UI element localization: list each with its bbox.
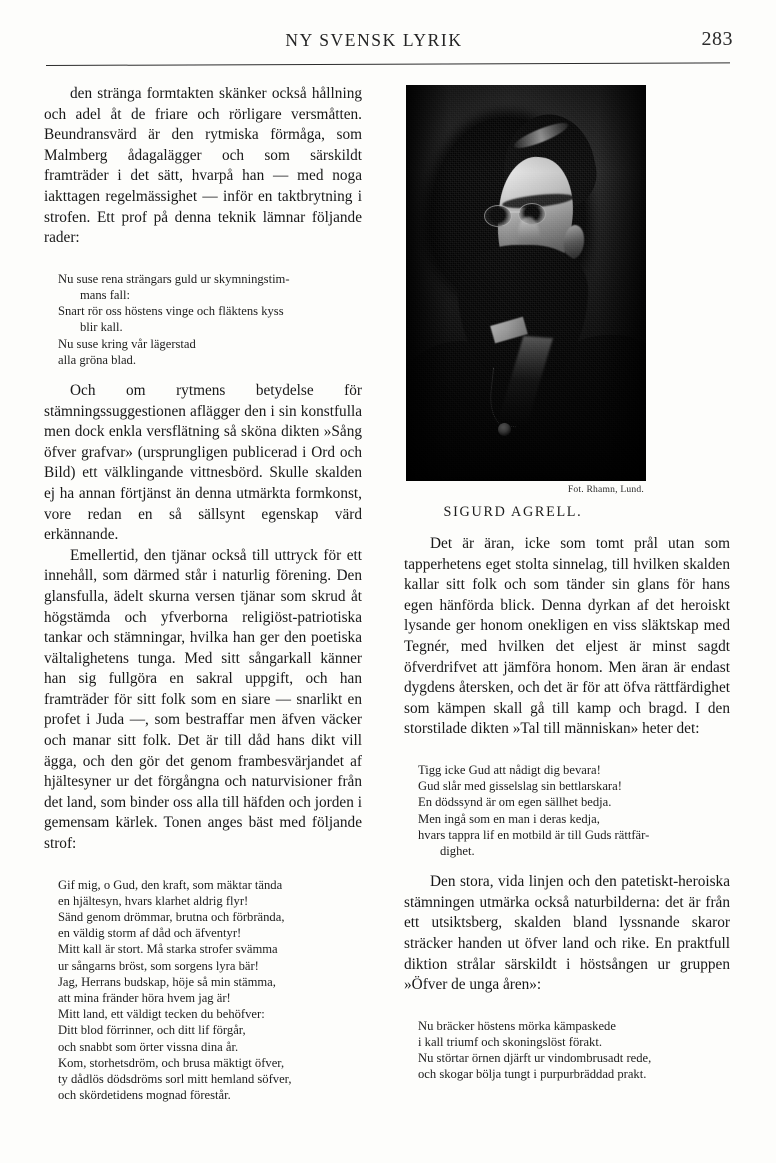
verse-line: Snart rör oss höstens vinge och fläktens kyss bbox=[58, 304, 284, 319]
verse-block-2 bbox=[58, 877, 362, 1104]
verse-line: Nu suse kring vår lägerstad bbox=[58, 336, 196, 351]
verse-line: ur sångarns bröst, som sorgens lyra bär! bbox=[58, 958, 259, 973]
portrait-photograph bbox=[406, 85, 646, 481]
verse-line: Tigg icke Gud att nådigt dig bevara! bbox=[418, 762, 601, 777]
verse-line: En dödssynd är om egen sällhet bedja. bbox=[418, 795, 612, 810]
paragraph: Och om rytmens betydelse för stämningssuggestionen aflägger den i sin konstfulla men dock enkla versflätning så sköna dikten »Sång öfver grafvar» (ursprungligen publicerad i Ord och Bild) ett välklingande vittnesbörd. Skulle skalden ej ha annan förtjänst än denna utmärkta formkonst, vore redan en så sällsynt egenskap värd erkännande. bbox=[44, 381, 362, 544]
paragraph: Det är äran, icke som tomt prål utan som tapperhetens eget stolta sinnelag, till hvilken skalden kallar sitt folk och som tänder sin glans för hans egen hänförda blick. Denna dyrkan af det heroiskt lysande ger honom onekligen en viss släktskap med Tegnér, med hvilken det eljest är minst sagdt öfverdrifvet att jämföra honom. Men äran är endast dygdens återsken, och det är för att öfva rättfärdighet som kämpen skall gå till kamp och bragd. I den storstilade dikten »Tal till människan» heter det: bbox=[404, 535, 730, 738]
verse-line: i kall triumf och skoningslöst förakt. bbox=[418, 1034, 602, 1049]
verse-line: Nu bräcker höstens mörka kämpaskede bbox=[418, 1018, 616, 1033]
paragraph: Emellertid, den tjänar också till uttryck för ett innehåll, som därmed står i naturlig förening. Den glansfulla, ädelt skurna versen tjänar som skrud åt högstämda och yfverborna religiöst-patriotiska tankar och stämningar, hvilka han ger den poetiska vältalighetens tunga. Med sitt sångarkall känner han sig fullgöra en sakral uppgift, och han framträder för sitt folk som en siare — snarlikt en profet i Juda —, som bestraffar men äfven väcker och manar sitt folk. Det är till dåd hans dikt vill ägga, och den gör det genom frambesvärjandet af hjältesyner ur det förgångna och naturvisioner från det land, som binder oss alla till häfden och jorden i gemensam kärlek. Tonen anges bäst med följande strof: bbox=[44, 546, 362, 853]
page-title: NY SVENSK LYRIK bbox=[285, 30, 463, 50]
verse-line: Sänd genom drömmar, brutna och förbrända, bbox=[58, 910, 285, 925]
verse-line: en hjältesyn, hvars klarhet aldrig flyr! bbox=[58, 893, 249, 908]
verse-line: Jag, Herrans budskap, höje så min stämma, bbox=[58, 974, 276, 989]
verse-line: Mitt land, ett väldigt tecken du behöfver: bbox=[58, 1007, 265, 1022]
verse-line: ty dådlös dödsdröms sorl mitt hemland söfver, bbox=[58, 1072, 292, 1087]
spacer bbox=[404, 740, 730, 749]
photo-vignette bbox=[406, 85, 646, 481]
paragraph: Den stora, vida linjen och den patetiskt-heroiska stämningen utmärka också naturbilderna: det är från ett utsiktsberg, skalden bland lyssnande skaror sträcker handen ut öfver land och rike. En praktfull diktion strålar särskildt i höstsången ur gruppen »Öfver de unga åren»: bbox=[404, 873, 730, 994]
running-header bbox=[45, 30, 735, 64]
verse-line: Nu suse rena strängars guld ur skymningstim- bbox=[58, 271, 290, 286]
verse-line: en väldig storm af dåd och äfventyr! bbox=[58, 926, 242, 941]
verse-line: Ditt blod förrinner, och ditt lif förgår, bbox=[58, 1023, 246, 1038]
photo-caption: SIGURD AGRELL. bbox=[443, 504, 583, 520]
verse-line: Nu störtar örnen djärft ur vindombrusadt rede, bbox=[418, 1051, 652, 1066]
verse-block-4 bbox=[418, 1018, 730, 1083]
verse-line: och snabbt som örter vissna dina år. bbox=[58, 1039, 239, 1054]
verse-line: Gud slår med gisselslag sin bettlarskara! bbox=[418, 779, 622, 794]
verse-line: Men ingå som en man i deras kedja, bbox=[418, 811, 600, 826]
verse-line: Mitt kall är stort. Må starka strofer svämma bbox=[58, 942, 278, 957]
verse-line: mans fall: bbox=[80, 287, 131, 302]
verse-line: dighet. bbox=[440, 843, 475, 858]
verse-line: Kom, storhetsdröm, och brusa mäktigt öfver, bbox=[58, 1055, 285, 1070]
right-text-column bbox=[404, 534, 730, 1096]
left-text-column bbox=[44, 84, 362, 1116]
photo-credit: Fot. Rhamn, Lund. bbox=[567, 484, 644, 495]
verse-block-1 bbox=[58, 271, 362, 368]
verse-line: alla gröna blad. bbox=[58, 352, 136, 367]
verse-line: Gif mig, o Gud, den kraft, som mäktar tända bbox=[58, 877, 283, 892]
verse-line: och skogar bölja tungt i purpurbräddad prakt. bbox=[418, 1067, 647, 1082]
spacer bbox=[404, 996, 730, 1005]
verse-block-3 bbox=[418, 762, 730, 859]
portrait-figure bbox=[406, 85, 646, 521]
verse-line: hvars tappra lif en motbild är till Guds rättfär- bbox=[418, 827, 650, 842]
paragraph: den stränga formtakten skänker också hållning och adel åt de friare och rörligare versmåtten. Beundransvärd är den rytmiska förmåga, som Malmberg ådagalägger och som särskildt framträder i det sätt, hvarpå han — med noga iakttagen regelmässighet — inför en taktbrytning i strofen. Ett prof på denna teknik lämnar följande rader: bbox=[44, 85, 362, 247]
spacer bbox=[44, 249, 362, 258]
verse-line: och skördetidens mognad förestår. bbox=[58, 1088, 231, 1103]
page-number: 283 bbox=[701, 28, 733, 50]
verse-line: att mina fränder höra hvem jag är! bbox=[58, 991, 231, 1006]
verse-line: blir kall. bbox=[80, 320, 123, 335]
spacer bbox=[44, 855, 362, 864]
